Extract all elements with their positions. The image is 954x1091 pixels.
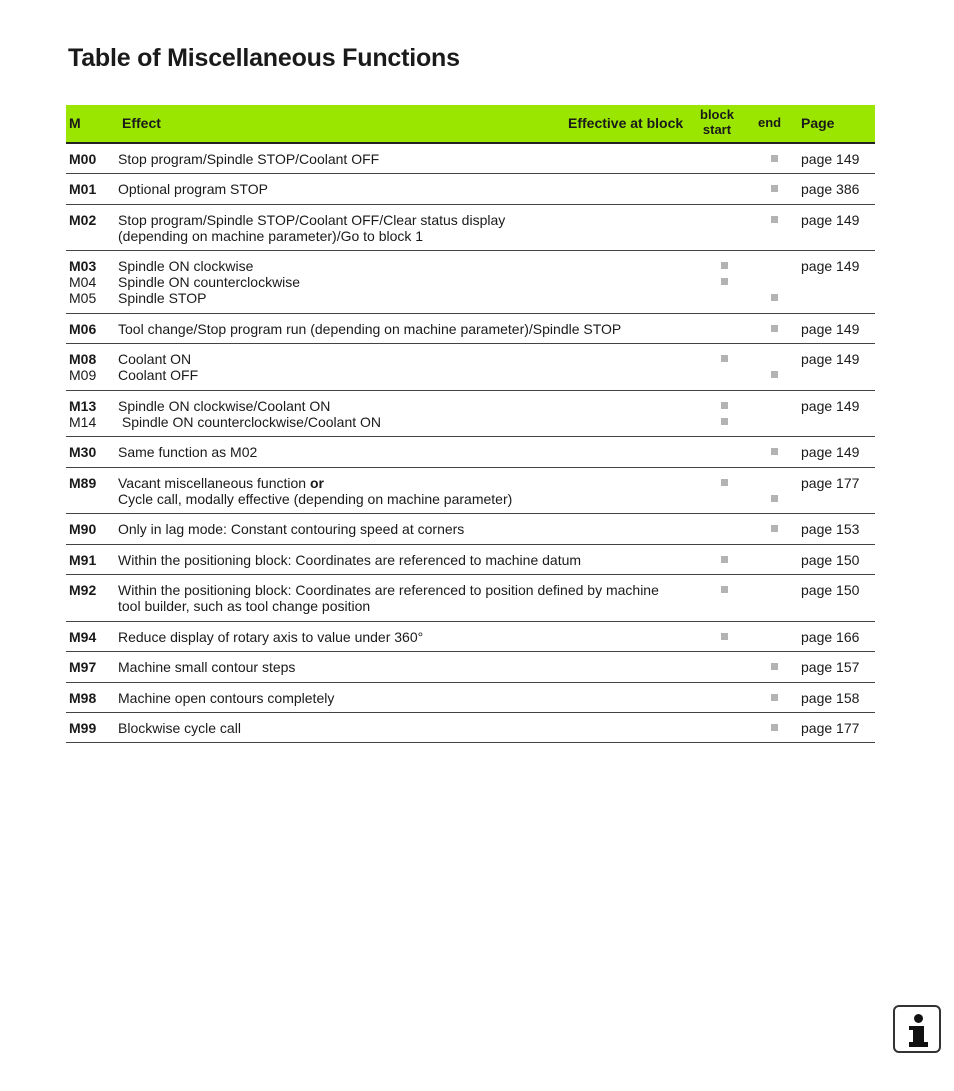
page-ref: page 149 [801,444,860,460]
square-bullet-icon [721,402,728,409]
m-code: M09 [69,367,97,383]
table-row [66,468,875,514]
header-effective-at-block: Effective at block [568,115,684,131]
header-block-start-line1: block [700,107,734,122]
square-bullet-icon [721,633,728,640]
table-row [66,344,875,391]
table-row [66,144,875,174]
m-code: M04 [69,274,97,290]
effect-line: Vacant miscellaneous function or [118,475,324,491]
page-title: Table of Miscellaneous Functions [68,44,460,72]
square-bullet-icon [721,418,728,425]
m-code: M91 [69,552,97,568]
info-icon [893,1005,941,1053]
page-ref: page 149 [801,151,860,167]
m-code: M05 [69,290,97,306]
block-start-cell [721,552,733,572]
page-ref: page 157 [801,659,860,675]
m-code: M13 [69,398,97,414]
m-code: M94 [69,629,97,645]
table-row [66,683,875,713]
table-row [66,575,875,622]
block-end-cell [771,351,783,387]
effect-cell [118,720,698,736]
header-page: Page [801,115,835,131]
page-ref: page 150 [801,552,860,568]
m-code: M92 [69,582,97,598]
m-code-cell [69,582,117,598]
m-code-cell [69,212,117,228]
block-start-cell [721,181,733,201]
square-bullet-icon [771,371,778,378]
effect-line: Same function as M02 [118,444,258,460]
page-ref: page 177 [801,720,860,736]
m-code: M14 [69,414,97,430]
page-ref: page 158 [801,690,860,706]
block-start-cell [721,398,733,434]
m-code: M06 [69,321,97,337]
page-ref: page 177 [801,475,860,491]
block-end-cell [771,521,783,541]
table-row [66,251,875,314]
effect-line: Spindle ON counterclockwise/Coolant ON [118,414,382,430]
effect-cell [118,151,698,167]
page-ref: page 166 [801,629,860,645]
m-code-cell [69,181,117,197]
block-end-cell [771,258,783,310]
block-end-cell [771,321,783,341]
block-start-cell [721,629,733,649]
page-ref: page 386 [801,181,860,197]
m-code: M01 [69,181,97,197]
effect-line: Machine open contours completely [118,690,335,706]
effect-line: Stop program/Spindle STOP/Coolant OFF/Clear status display [118,212,506,228]
square-bullet-icon [771,694,778,701]
page-ref: page 149 [801,258,860,274]
block-start-cell [721,212,733,232]
effect-line: Coolant ON [118,351,192,367]
block-end-cell [771,552,783,572]
block-end-cell [771,720,783,740]
effect-cell [118,552,698,568]
m-code-cell [69,321,117,337]
square-bullet-icon [771,155,778,162]
effect-line: Cycle call, modally effective (depending on machine parameter) [118,491,513,507]
block-start-cell [721,151,733,171]
square-bullet-icon [721,262,728,269]
page-ref: page 149 [801,321,860,337]
block-start-cell [721,444,733,464]
m-code-cell [69,398,117,430]
block-start-cell [721,521,733,541]
table-row [66,713,875,743]
effect-line: Only in lag mode: Constant contouring speed at corners [118,521,465,537]
square-bullet-icon [771,325,778,332]
effect-line: Spindle ON counterclockwise [118,274,301,290]
m-code: M99 [69,720,97,736]
m-code-cell [69,151,117,167]
effect-line: Spindle ON clockwise/Coolant ON [118,398,331,414]
effect-cell [118,690,698,706]
table-row [66,205,875,251]
effect-cell [118,181,698,197]
m-code-cell [69,629,117,645]
m-code: M08 [69,351,97,367]
header-end: end [758,115,782,130]
effect-cell [118,444,698,460]
effect-bold-word: or [306,475,324,491]
block-start-cell [721,582,733,602]
effect-line: Spindle ON clockwise [118,258,254,274]
effect-line: Machine small contour steps [118,659,296,675]
table-body [66,144,875,743]
square-bullet-icon [771,525,778,532]
square-bullet-icon [721,355,728,362]
block-end-cell [771,181,783,201]
page-ref: page 149 [801,398,860,414]
m-code: M90 [69,521,97,537]
block-end-cell [771,629,783,649]
m-code: M02 [69,212,97,228]
table-row [66,514,875,545]
m-code-cell [69,351,117,383]
square-bullet-icon [771,663,778,670]
effect-line: (depending on machine parameter)/Go to block 1 [118,228,424,244]
block-end-cell [771,398,783,434]
table-row [66,622,875,652]
header-block-start-line2: start [702,122,732,137]
table-row [66,391,875,437]
block-end-cell [771,582,783,602]
effect-cell [118,521,698,537]
block-end-cell [771,444,783,464]
effect-line: Coolant OFF [118,367,199,383]
m-code-cell [69,258,117,306]
page-ref: page 153 [801,521,860,537]
effect-line: Blockwise cycle call [118,720,241,736]
table-row [66,652,875,683]
header-block-start [700,107,734,137]
square-bullet-icon [771,185,778,192]
block-end-cell [771,151,783,171]
m-code: M89 [69,475,97,491]
block-start-cell [721,321,733,341]
header-effect: Effect [122,115,161,131]
m-code: M00 [69,151,97,167]
m-code-cell [69,521,117,537]
header-m: M [69,115,81,131]
m-code: M30 [69,444,97,460]
effect-line: Optional program STOP [118,181,268,197]
table-row [66,174,875,205]
effect-line: Spindle STOP [118,290,207,306]
block-end-cell [771,212,783,232]
block-start-cell [721,720,733,740]
m-code: M97 [69,659,97,675]
block-start-cell [721,351,733,387]
block-end-cell [771,659,783,679]
page-ref: page 149 [801,351,860,367]
effect-cell [118,398,698,430]
square-bullet-icon [771,724,778,731]
block-end-cell [771,475,783,511]
m-code-cell [69,475,117,491]
effect-cell [118,321,698,337]
effect-line: Stop program/Spindle STOP/Coolant OFF [118,151,380,167]
table-row [66,314,875,344]
block-start-cell [721,690,733,710]
square-bullet-icon [771,448,778,455]
effect-cell [118,258,698,306]
effect-line: Within the positioning block: Coordinates are referenced to machine datum [118,552,582,568]
table-row [66,437,875,468]
m-code-cell [69,552,117,568]
effect-line: Tool change/Stop program run (depending on machine parameter)/Spindle STOP [118,321,622,337]
page-ref: page 149 [801,212,860,228]
square-bullet-icon [721,586,728,593]
effect-cell [118,659,698,675]
block-end-cell [771,690,783,710]
square-bullet-icon [721,278,728,285]
effect-cell [118,629,698,645]
effect-line: tool builder, such as tool change position [118,598,371,614]
m-code-cell [69,659,117,675]
effect-cell [118,582,698,614]
m-code: M98 [69,690,97,706]
square-bullet-icon [721,479,728,486]
block-start-cell [721,258,733,310]
square-bullet-icon [721,556,728,563]
square-bullet-icon [771,495,778,502]
effect-line: Reduce display of rotary axis to value under 360° [118,629,424,645]
effect-cell [118,475,698,507]
effect-cell [118,212,698,244]
square-bullet-icon [771,216,778,223]
m-code-cell [69,690,117,706]
page-ref: page 150 [801,582,860,598]
m-code-cell [69,720,117,736]
misc-functions-table [66,105,875,743]
effect-cell [118,351,698,383]
table-header [66,105,875,144]
square-bullet-icon [771,294,778,301]
table-row [66,545,875,575]
block-start-cell [721,475,733,511]
block-start-cell [721,659,733,679]
m-code-cell [69,444,117,460]
m-code: M03 [69,258,97,274]
effect-line: Within the positioning block: Coordinates are referenced to position defined by machine [118,582,659,598]
